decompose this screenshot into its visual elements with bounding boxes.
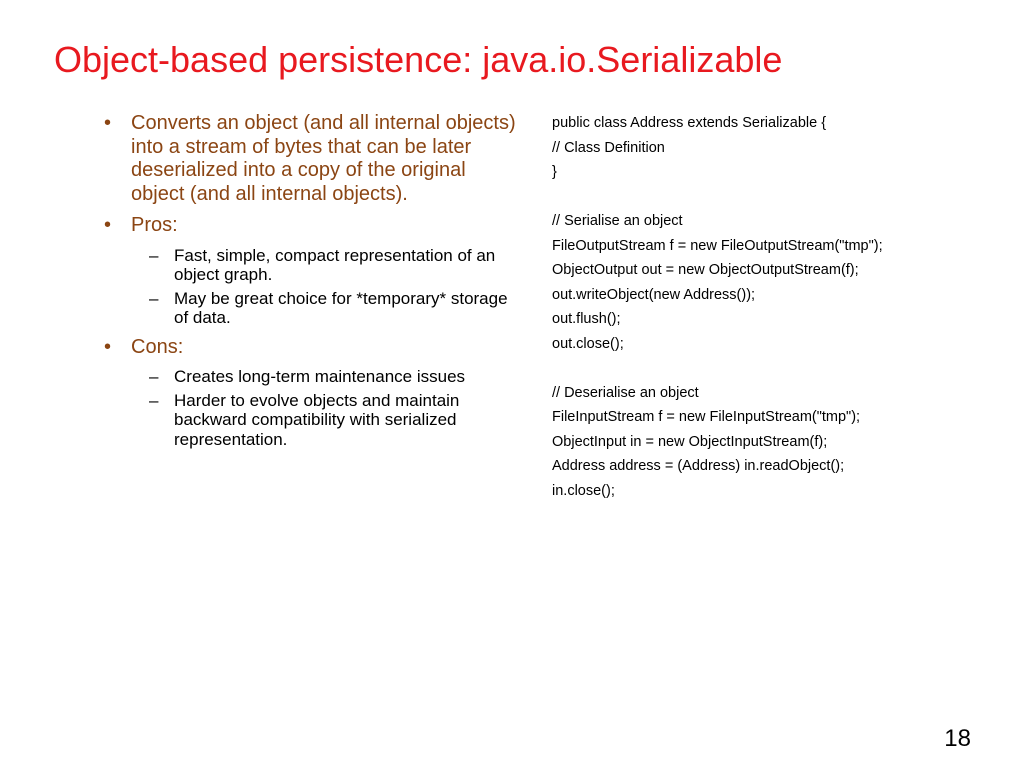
sub-bullet-item [148, 367, 524, 387]
code-line: // Deserialise an object [552, 384, 699, 401]
code-line: out.writeObject(new Address()); [552, 286, 756, 303]
sub-bullet-item [148, 391, 524, 450]
code-sample [552, 111, 992, 503]
code-line: ObjectOutput out = new ObjectOutputStream(f); [552, 262, 859, 278]
pros-sublist [148, 246, 524, 328]
bullet-item [104, 336, 524, 360]
bullet-icon: • [104, 214, 112, 236]
code-line: in.close(); [552, 482, 615, 499]
code-line: // Class Definition [552, 139, 665, 156]
bullet-item [104, 112, 524, 206]
code-line: out.flush(); [552, 311, 621, 327]
cons-sublist [148, 367, 524, 449]
dash-icon: – [149, 367, 159, 386]
code-line: out.close(); [552, 335, 624, 352]
code-line: FileInputStream f = new FileInputStream("tmp"); [552, 409, 861, 425]
sub-bullet-item [148, 246, 524, 285]
code-line: FileOutputStream f = new FileOutputStream("tmp"); [552, 237, 883, 254]
bullet-item [104, 214, 524, 238]
sub-bullet-text: Harder to evolve objects and maintain backward compatibility with serialized representation. [174, 390, 460, 449]
bullet-icon: • [104, 112, 112, 134]
bullet-icon: • [104, 335, 112, 358]
code-line [552, 185, 992, 210]
sub-bullet-text: May be great choice for *temporary* storage of data. [174, 288, 508, 327]
page-number: 18 [944, 725, 971, 752]
dash-icon: – [149, 245, 159, 265]
code-line: } [552, 164, 557, 180]
bullet-text: Cons: [131, 335, 184, 358]
dash-icon: – [149, 390, 159, 410]
code-line: ObjectInput in = new ObjectInputStream(f); [552, 433, 828, 450]
sub-bullet-item [148, 289, 524, 328]
sub-bullet-text: Fast, simple, compact representation of an object graph. [174, 245, 496, 284]
bullet-list [104, 112, 524, 457]
code-line: // Serialise an object [552, 213, 683, 229]
sub-bullet-text: Creates long-term maintenance issues [174, 367, 466, 386]
code-line: Address address = (Address) in.readObject(); [552, 458, 845, 474]
code-line: public class Address extends Serializable { [552, 115, 827, 131]
code-line [552, 356, 992, 381]
bullet-text: Pros: [131, 214, 178, 236]
dash-icon: – [149, 288, 159, 308]
slide-title: Object-based persistence: java.io.Serializable [54, 39, 783, 80]
bullet-text: Converts an object (and all internal objects) into a stream of bytes that can be later deserialized into a copy of the original object (and all internal objects). [131, 112, 516, 205]
